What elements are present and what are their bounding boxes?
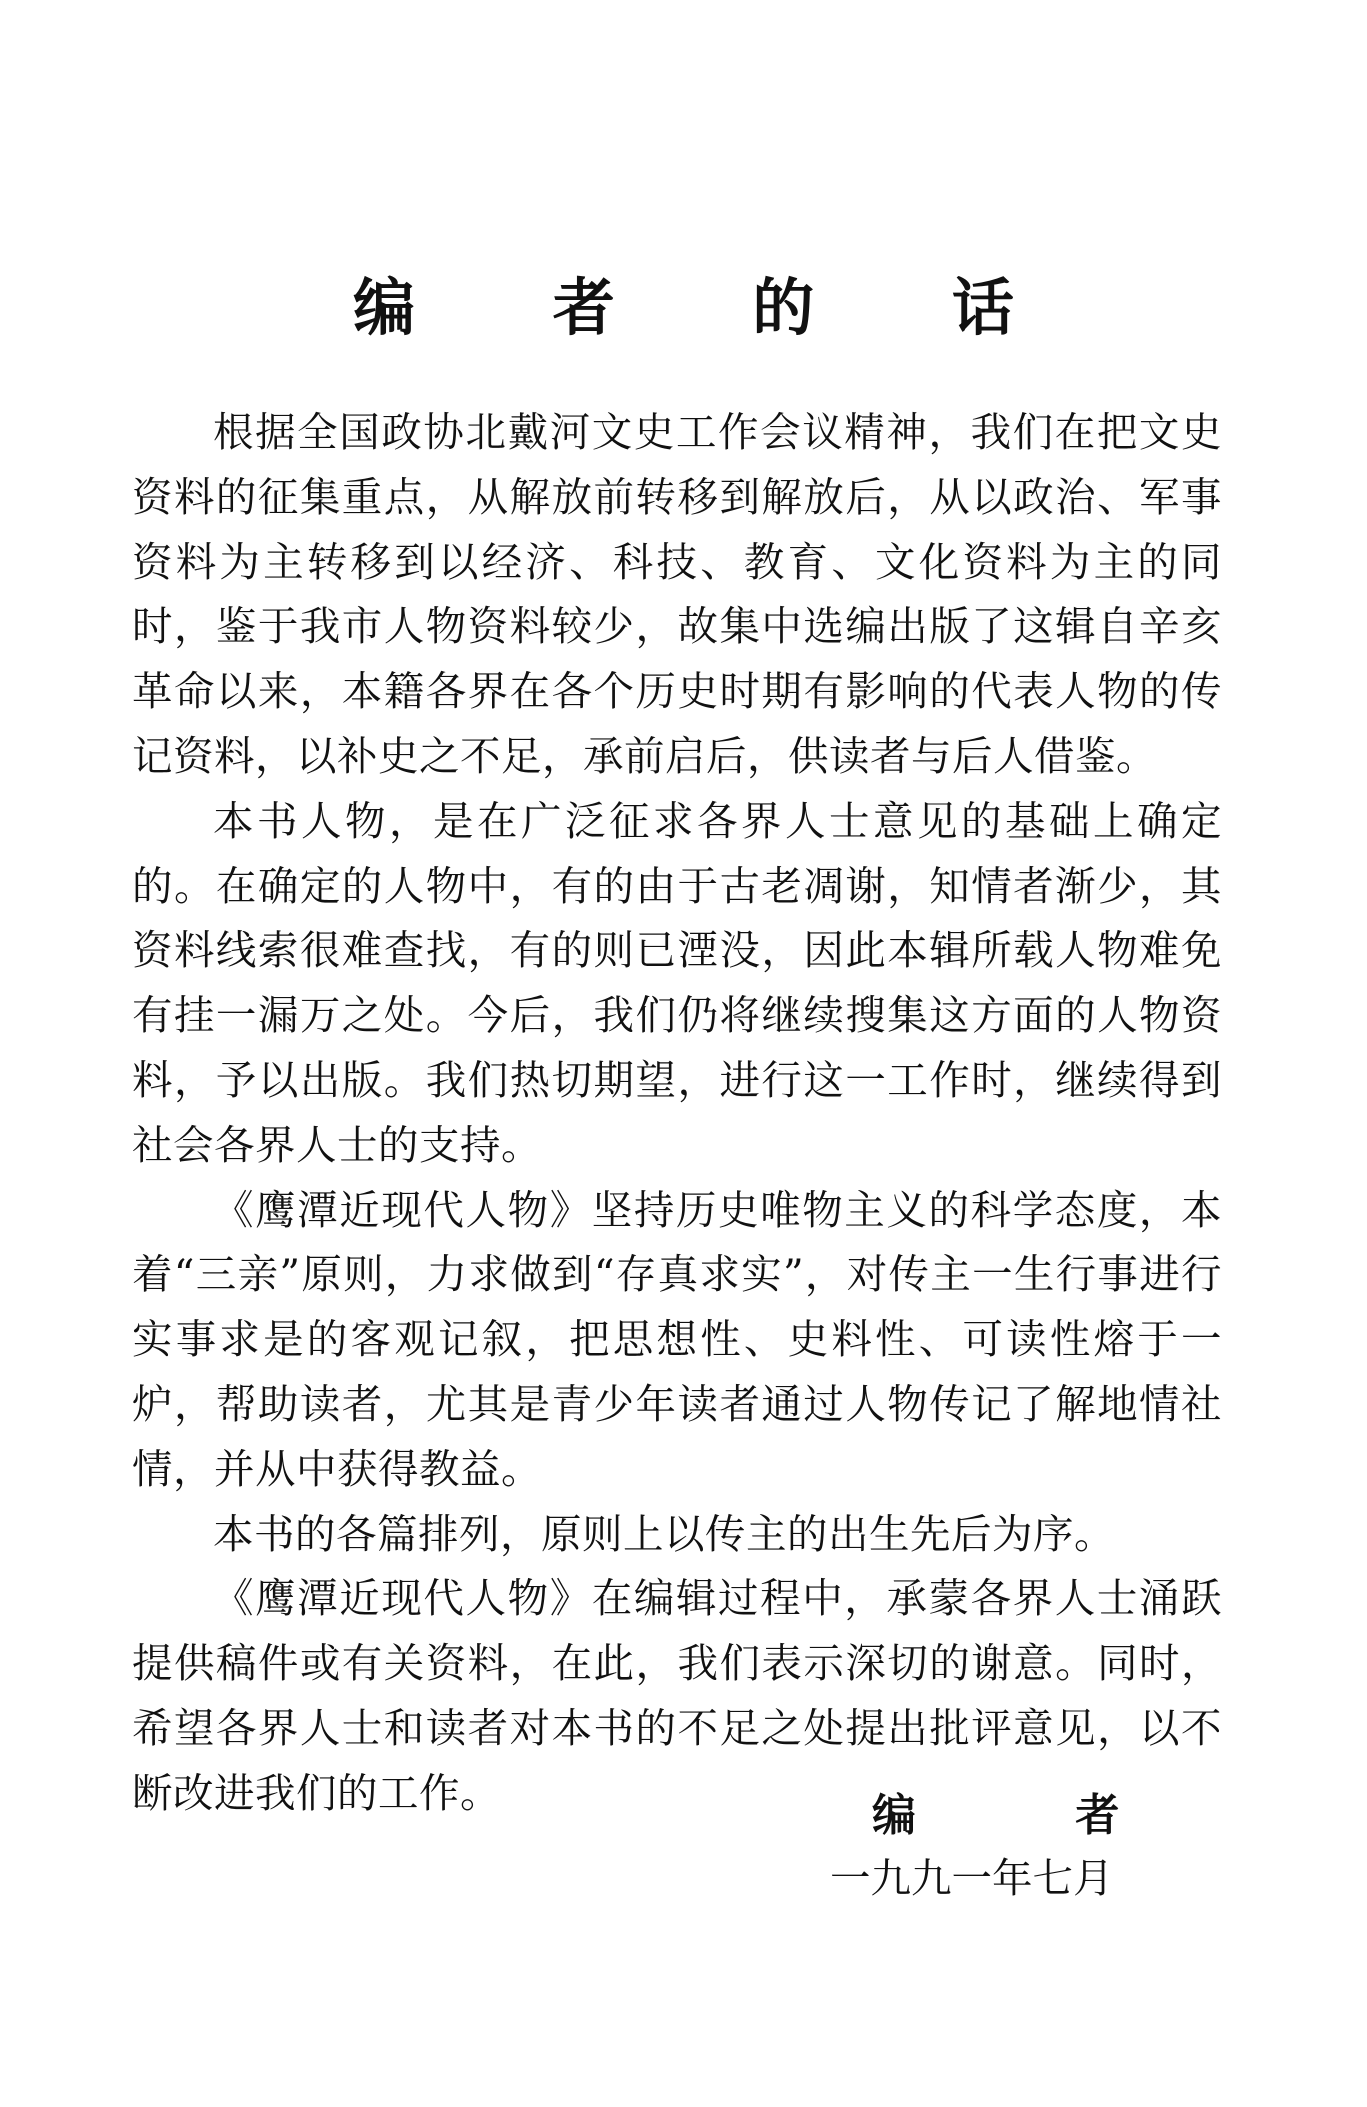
paragraph-5: 《鹰潭近现代人物》在编辑过程中，承蒙各界人士涌跃提供稿件或有关资料，在此，我们表示深切的谢意。同时，希望各界人士和读者对本书的不足之处提出批评意见，以不断改进我们的工作。 (132, 1574, 1222, 1817)
page-title: 编 者 的 话 (353, 271, 1072, 344)
paragraph-4: 本书的各篇排列，原则上以传主的出生先后为序。 (213, 1509, 1115, 1558)
signature-date: 一九九一年七月 (830, 1854, 1114, 1902)
body-text (132, 400, 1222, 1826)
paragraph-3: 《鹰潭近现代人物》坚持历史唯物主义的科学态度，本着“三亲”原则，力求做到“存真求实”，对传主一生行事进行实事求是的客观记叙，把思想性、史料性、可读性熔于一炉，帮助读者，尤其是青少年读者通过人物传记了解地情社情，并从中获得教益。 (132, 1185, 1222, 1493)
paragraph-2: 本书人物，是在广泛征求各界人士意见的基础上确定的。在确定的人物中，有的由于古老凋谢，知情者渐少，其资料线索很难查找，有的则已湮没，因此本辑所载人物难免有挂一漏万之处。今后，我们仍将继续搜集这方面的人物资料，予以出版。我们热切期望，进行这一工作时，继续得到社会各界人士的支持。 (132, 796, 1222, 1169)
signature-name: 编 者 (872, 1790, 1192, 1841)
paragraph-1: 根据全国政协北戴河文史工作会议精神，我们在把文史资料的征集重点，从解放前转移到解放后，从以政治、军事资料为主转移到以经济、科技、教育、文化资料为主的同时，鉴于我市人物资料较少，故集中选编出版了这辑自辛亥革命以来，本籍各界在各个历史时期有影响的代表人物的传记资料，以补史之不足，承前启后，供读者与后人借鉴。 (132, 408, 1222, 780)
